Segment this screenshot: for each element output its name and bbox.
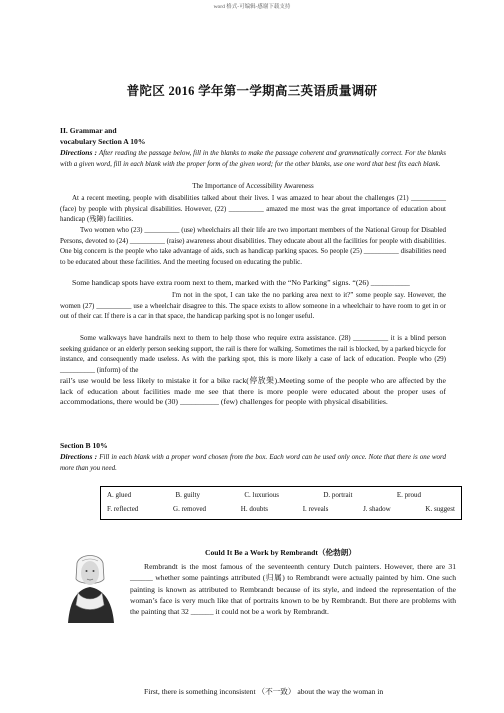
- passage-a-paragraph-4: Some walkways have handrails next to them to help those who require extra assistance. (28) __________ it is a blind person seeking guidance or an elderly person seeking support, the rail is there for walking. Sometimes the rail is blocked, by a parked bicycle for instance, and consequently made useless. As with the parking spot, this is more likely a case of lack of education. People who (29) __________ (inform) of the: [60, 334, 446, 374]
- directions-label-b: Directions :: [60, 452, 98, 461]
- section-b-heading: Section B 10%: [60, 441, 108, 450]
- word-option: D. portrait: [323, 491, 353, 499]
- passage-a-title: The Importance of Accessibility Awareness: [192, 182, 314, 190]
- word-option: K. suggest: [425, 505, 455, 513]
- passage-a-paragraph-3-start: Some handicap spots have extra room next to them, marked with the “No Parking” signs. “(26) __________: [72, 278, 410, 287]
- passage-b-paragraph-2: First, there is something inconsistent （不一致） about the way the woman in: [144, 687, 384, 696]
- word-box: [100, 486, 462, 520]
- rembrandt-portrait-image: [60, 549, 120, 623]
- word-box-row-2: [107, 505, 455, 513]
- word-option: C. luxurious: [244, 491, 279, 499]
- word-option: J. shadow: [363, 505, 391, 513]
- page-header: word 格式-可编辑-感谢下载支持: [213, 4, 291, 10]
- passage-a-paragraph-3: I'm not in the spot, I can take the no parking area next to it?” some people say. However, the women (27) __________ use a wheelchair disagree to this. The space exists to allow someone in a wheelchair to have room to get in or out of their car. If there is a car in that space, the handicap parking spot is no longer useful.: [60, 291, 446, 321]
- section-a-heading: vocabulary Section A 10%: [60, 137, 146, 146]
- section-ii-heading: II. Grammar and: [60, 126, 117, 135]
- passage-b-paragraph-1: Rembrandt is the most famous of the seventeenth century Dutch painters. However, there are 31 ______ whether some paintings attributed (归属) to Rembrandt were actually painted by him. One such painting is known as attributed to Rembrandt because of its style, and indeed the representation of the woman’s face is very much like that of portraits known to be by Rembrandt. But there are problems with the painting that 32 ______ it could not be a work by Rembrandt.: [130, 562, 456, 617]
- passage-a-paragraph-2: Two women who (23) __________ (use) wheelchairs all their life are two important members of the National Group for Disabled Persons, devoted to (24) __________ (raise) awareness about disabilities. They educate about all the facilities for people with disabilities. One big concern is the people who take advantage of aids, such as handicap parking spaces. So people (25) __________ disabilities need to be educated about these facilities. And the meeting focused on educating the public.: [60, 226, 446, 266]
- word-option: H. doubts: [240, 505, 268, 513]
- page-title: 普陀区 2016 学年第一学期高三英语质量调研: [126, 84, 378, 98]
- word-box-row-1: [107, 491, 421, 499]
- directions-label: Directions :: [60, 148, 98, 157]
- section-b-directions: [60, 452, 446, 473]
- directions-text: After reading the passage below, fill in the blanks to make the passage coherent and grammatically correct. For the blanks with a given word, fill in each blank with the proper form of the given word; for the other blanks, use one word that best fits each blank.: [60, 149, 446, 168]
- word-option: B. guilty: [175, 491, 200, 499]
- directions-text-b: Fill in each blank with a proper word chosen from the box. Each word can be used only once. Note that there is one word more than you need.: [60, 453, 446, 472]
- word-option: F. reflected: [107, 505, 139, 513]
- passage-a-paragraph-4-end: rail’s use would be less likely to mistake it for a bike rack(停放架).Meeting some of the people who are affected by the lack of education about facilities made me see that there is more people were educated about the proper uses of accommodations, there would be (30) __________ (few) challenges for people with physical disabilities.: [60, 376, 446, 407]
- word-option: A. glued: [107, 491, 132, 499]
- section-a-directions: [60, 148, 446, 169]
- word-option: G. removed: [173, 505, 207, 513]
- passage-b-title: Could It Be a Work by Rembrandt（伦勃朗）: [205, 548, 356, 557]
- word-option: E. proud: [396, 491, 421, 499]
- passage-a-paragraph-1: At a recent meeting, people with disabilities talked about their lives. I was amazed to hear about the challenges (21) __________ (face) by people with physical disabilities. However, (22) __________ amazed me most was the great importance of education about handicap (残障) facilities.: [60, 194, 446, 224]
- word-option: I. reveals: [302, 505, 329, 513]
